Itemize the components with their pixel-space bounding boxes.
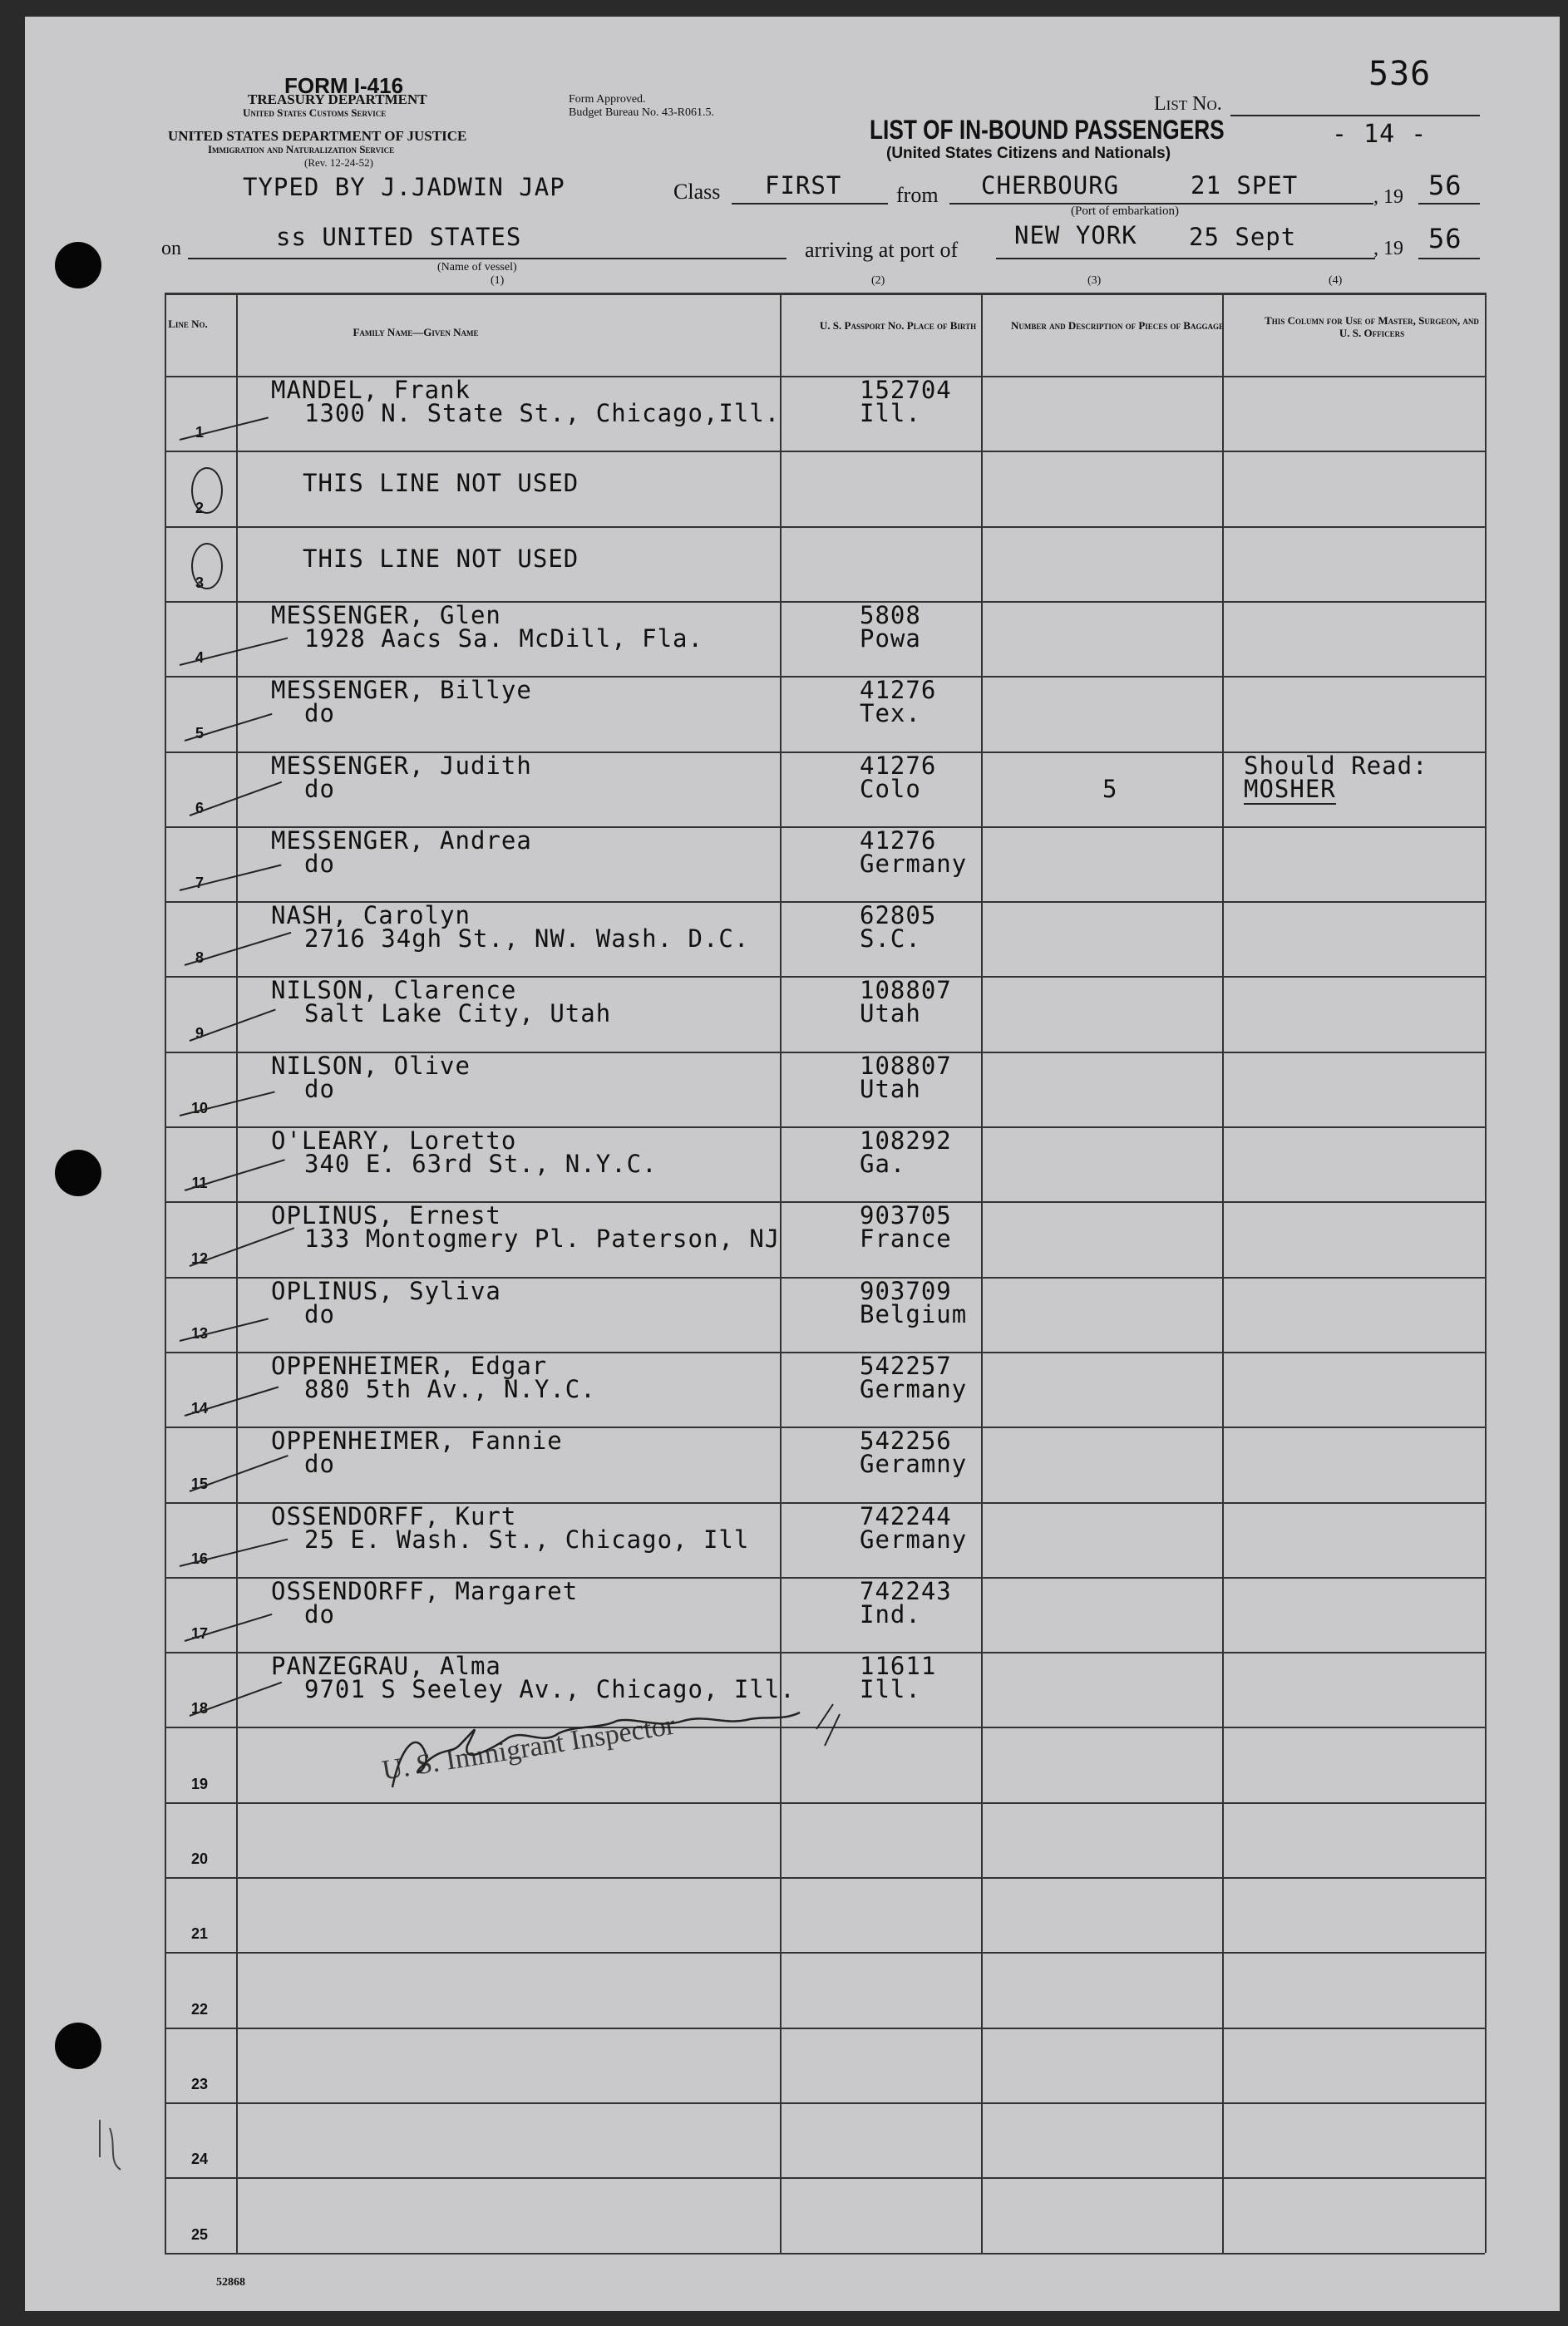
line-number: 19: [190, 1775, 209, 1792]
column-divider: [1485, 293, 1487, 2253]
place-of-birth: Ill.: [860, 399, 921, 427]
passport-number: 542257: [860, 1351, 952, 1380]
check-mark: [190, 1454, 288, 1491]
from-port: CHERBOURG: [981, 171, 1120, 200]
place-of-birth: Tex.: [860, 699, 921, 728]
list-number: 536: [1368, 55, 1432, 93]
table-top-border: [165, 293, 1485, 295]
baggage-count: 5: [1102, 774, 1118, 803]
revision: (Rev. 12-24-52): [304, 156, 373, 169]
row-divider: [165, 526, 1485, 528]
line-number: 16: [190, 1550, 209, 1567]
place-of-birth: Geramny: [860, 1450, 968, 1479]
treasury-dept: TREASURY DEPARTMENT: [248, 91, 427, 107]
passenger-address: do: [304, 1299, 335, 1328]
place-of-birth: Powa: [860, 623, 921, 653]
line-number: 25: [190, 2225, 209, 2243]
passport-number: 742244: [860, 1501, 952, 1530]
passenger-name: OPPENHEIMER, Edgar: [271, 1351, 548, 1380]
typed-by: TYPED BY J.JADWIN JAP: [243, 173, 565, 201]
class-value: FIRST: [765, 171, 842, 200]
place-of-birth: Ind.: [860, 1599, 921, 1629]
line-number: 9: [195, 1024, 204, 1042]
column-divider: [165, 293, 166, 2253]
passenger-address: 340 E. 63rd St., N.Y.C.: [304, 1150, 658, 1178]
passenger-name: OPLINUS, Syliva: [271, 1276, 501, 1305]
passport-number: 41276: [860, 676, 937, 705]
line-number: 5: [195, 724, 204, 742]
print-number: 52868: [216, 2276, 245, 2289]
arriving-label: arriving at port of: [805, 238, 959, 262]
col-header-officers: This Column for Use of Master, Surgeon, and U. S. Officers: [1265, 314, 1479, 339]
row-divider: [165, 2028, 1485, 2029]
passenger-name: NILSON, Olive: [271, 1051, 471, 1080]
customs-service: United States Customs Service: [243, 106, 387, 119]
passenger-name: O'LEARY, Loretto: [271, 1126, 517, 1155]
line-number: 8: [195, 949, 204, 967]
line-number: 6: [195, 799, 204, 816]
passenger-name: OPPENHEIMER, Fannie: [271, 1427, 563, 1456]
line-number: 11: [191, 1175, 208, 1192]
arrival-date: 25 Sept: [1189, 223, 1297, 251]
line-number: 7: [195, 875, 204, 892]
passenger-name: OSSENDORFF, Kurt: [271, 1501, 517, 1530]
form-number: FORM I-416: [284, 73, 404, 98]
passenger-address: Salt Lake City, Utah: [304, 999, 612, 1028]
list-no-label: List No.: [1154, 93, 1222, 115]
passenger-name: NILSON, Clarence: [271, 976, 517, 1005]
budget-bureau: Budget Bureau No. 43-R061.5.: [569, 106, 714, 119]
line-number: 2: [195, 499, 204, 516]
page-number: - 14 -: [1332, 120, 1427, 149]
column-divider: [981, 293, 983, 2253]
passenger-address: 25 E. Wash. St., Chicago, Ill: [304, 1525, 750, 1554]
place-of-birth: Ill.: [860, 1675, 921, 1704]
line-number: 22: [190, 2000, 209, 2018]
passenger-address: do: [304, 1450, 335, 1479]
col-num-3: (3): [1087, 274, 1102, 287]
place-of-birth: France: [860, 1225, 952, 1254]
passenger-address: 133 Montogmery Pl. Paterson, NJ: [304, 1225, 781, 1254]
place-of-birth: Ga.: [860, 1150, 906, 1178]
column-divider: [780, 293, 782, 2253]
col-header-name: Family Name—Given Name: [353, 326, 479, 338]
line-number: 21: [190, 1925, 209, 1943]
place-of-birth: Belgium: [860, 1299, 968, 1328]
place-of-birth: S.C.: [860, 924, 921, 954]
passenger-address: do: [304, 774, 335, 803]
officer-note: Should Read:: [1244, 751, 1428, 780]
punch-hole: [55, 1150, 101, 1196]
col-num-2: (2): [871, 274, 885, 287]
row-divider: [165, 2102, 1485, 2104]
passenger-name: MESSENGER, Andrea: [271, 825, 532, 855]
passport-number: 11611: [860, 1652, 937, 1681]
passport-number: 903709: [860, 1276, 952, 1305]
justice-dept: UNITED STATES DEPARTMENT OF JUSTICE: [168, 128, 467, 144]
passenger-name: MESSENGER, Judith: [271, 751, 532, 780]
from-label: from: [896, 183, 939, 207]
vessel-name: ss UNITED STATES: [276, 223, 522, 251]
port-embarkation-caption: (Port of embarkation): [1071, 205, 1179, 218]
year-prefix: , 19: [1373, 186, 1403, 208]
place-of-birth: Colo: [860, 774, 921, 803]
line-number: 1: [195, 424, 204, 441]
passenger-address: 1300 N. State St., Chicago,Ill.: [304, 399, 781, 427]
line-number: 3: [195, 574, 204, 591]
arrival-port: NEW YORK: [1014, 221, 1137, 249]
manifest-page: [25, 17, 1560, 2311]
passenger-name: MESSENGER, Glen: [271, 600, 501, 629]
circled-line-mark: [191, 543, 223, 589]
punch-hole: [55, 242, 101, 288]
punch-hole: [55, 2023, 101, 2069]
on-label: on: [161, 238, 181, 259]
circled-line-mark: [191, 467, 223, 514]
line-not-used: THIS LINE NOT USED: [303, 544, 579, 573]
place-of-birth: Germany: [860, 1525, 968, 1554]
passenger-name: OSSENDORFF, Margaret: [271, 1576, 579, 1605]
col-header-baggage: Number and Description of Pieces of Baggage: [1011, 319, 1224, 332]
col-num-4: (4): [1329, 274, 1343, 287]
line-number: 23: [190, 2075, 209, 2092]
passenger-address: do: [304, 1599, 335, 1629]
line-number: 20: [190, 1850, 209, 1867]
row-divider: [165, 1877, 1485, 1879]
line-number: 17: [190, 1625, 209, 1643]
place-of-birth: Germany: [860, 849, 968, 878]
line-number: 13: [190, 1324, 209, 1342]
year-1: 56: [1428, 170, 1462, 201]
passport-number: 41276: [860, 825, 937, 855]
margin-mark: [75, 2112, 141, 2178]
list-no-line: [1230, 115, 1480, 116]
passenger-address: do: [304, 699, 335, 728]
passport-number: 5808: [860, 600, 921, 629]
passenger-name: MANDEL, Frank: [271, 376, 471, 404]
passenger-address: 1928 Aacs Sa. McDill, Fla.: [304, 623, 703, 653]
place-of-birth: Utah: [860, 999, 921, 1028]
check-mark: [190, 1227, 295, 1267]
vessel-line: [188, 258, 786, 259]
passenger-name: MESSENGER, Billye: [271, 676, 532, 705]
line-number: 10: [190, 1100, 209, 1116]
officer-note-correction: MOSHER: [1244, 774, 1336, 803]
line-number: 12: [190, 1249, 209, 1267]
line-number: 24: [190, 2151, 209, 2168]
inspector-signature: [384, 1696, 850, 1804]
passport-number: 108807: [860, 976, 952, 1005]
passport-number: 903705: [860, 1201, 952, 1230]
passport-number: 542256: [860, 1427, 952, 1456]
place-of-birth: Utah: [860, 1074, 921, 1103]
passenger-address: 880 5th Av., N.Y.C.: [304, 1374, 596, 1403]
year-2: 56: [1428, 223, 1462, 254]
passport-number: 108292: [860, 1126, 952, 1155]
year-line: [1418, 203, 1480, 205]
place-of-birth: Germany: [860, 1374, 968, 1403]
row-divider: [165, 1952, 1485, 1954]
passport-number: 41276: [860, 751, 937, 780]
ins-service: Immigration and Naturalization Service: [208, 143, 395, 155]
arrival-line: [996, 258, 1375, 259]
vessel-caption: (Name of vessel): [437, 261, 517, 274]
form-approved: Form Approved.: [569, 93, 646, 106]
col-header-line-no: Line No.: [168, 318, 208, 330]
passport-number: 108807: [860, 1051, 952, 1080]
class-label: Class: [673, 180, 721, 204]
passenger-address: 2716 34gh St., NW. Wash. D.C.: [304, 924, 750, 954]
form-subtitle: (United States Citizens and Nationals): [886, 145, 1171, 162]
passenger-name: NASH, Carolyn: [271, 901, 471, 930]
form-title: LIST OF IN-BOUND PASSENGERS: [870, 115, 1225, 145]
line-not-used: THIS LINE NOT USED: [303, 469, 579, 498]
passenger-address: do: [304, 1074, 335, 1103]
year-prefix: , 19: [1373, 238, 1403, 259]
col-num-1: (1): [491, 274, 505, 287]
line-number: 4: [195, 649, 204, 667]
column-divider: [1222, 293, 1224, 2253]
line-number: 14: [190, 1400, 209, 1417]
line-number: 18: [190, 1700, 209, 1717]
passenger-name: PANZEGRAU, Alma: [271, 1652, 501, 1681]
year-line: [1418, 258, 1480, 259]
line-number: 15: [190, 1475, 209, 1492]
class-line: [732, 203, 888, 205]
passport-number: 742243: [860, 1576, 952, 1605]
passenger-address: 9701 S Seeley Av., Chicago, Ill.: [304, 1675, 796, 1704]
row-divider: [165, 2177, 1485, 2179]
passport-number: 62805: [860, 901, 937, 930]
inspector-stamp: U. S. Immigrant Inspector: [380, 1709, 678, 1786]
passenger-name: OPLINUS, Ernest: [271, 1201, 501, 1230]
row-divider: [165, 2253, 1485, 2255]
column-divider: [236, 293, 238, 2253]
passport-number: 152704: [860, 376, 952, 404]
passenger-address: do: [304, 849, 335, 878]
from-date: 21 SPET: [1191, 171, 1299, 200]
col-header-passport: U. S. Passport No. Place of Birth: [819, 319, 977, 332]
row-divider: [165, 451, 1485, 452]
